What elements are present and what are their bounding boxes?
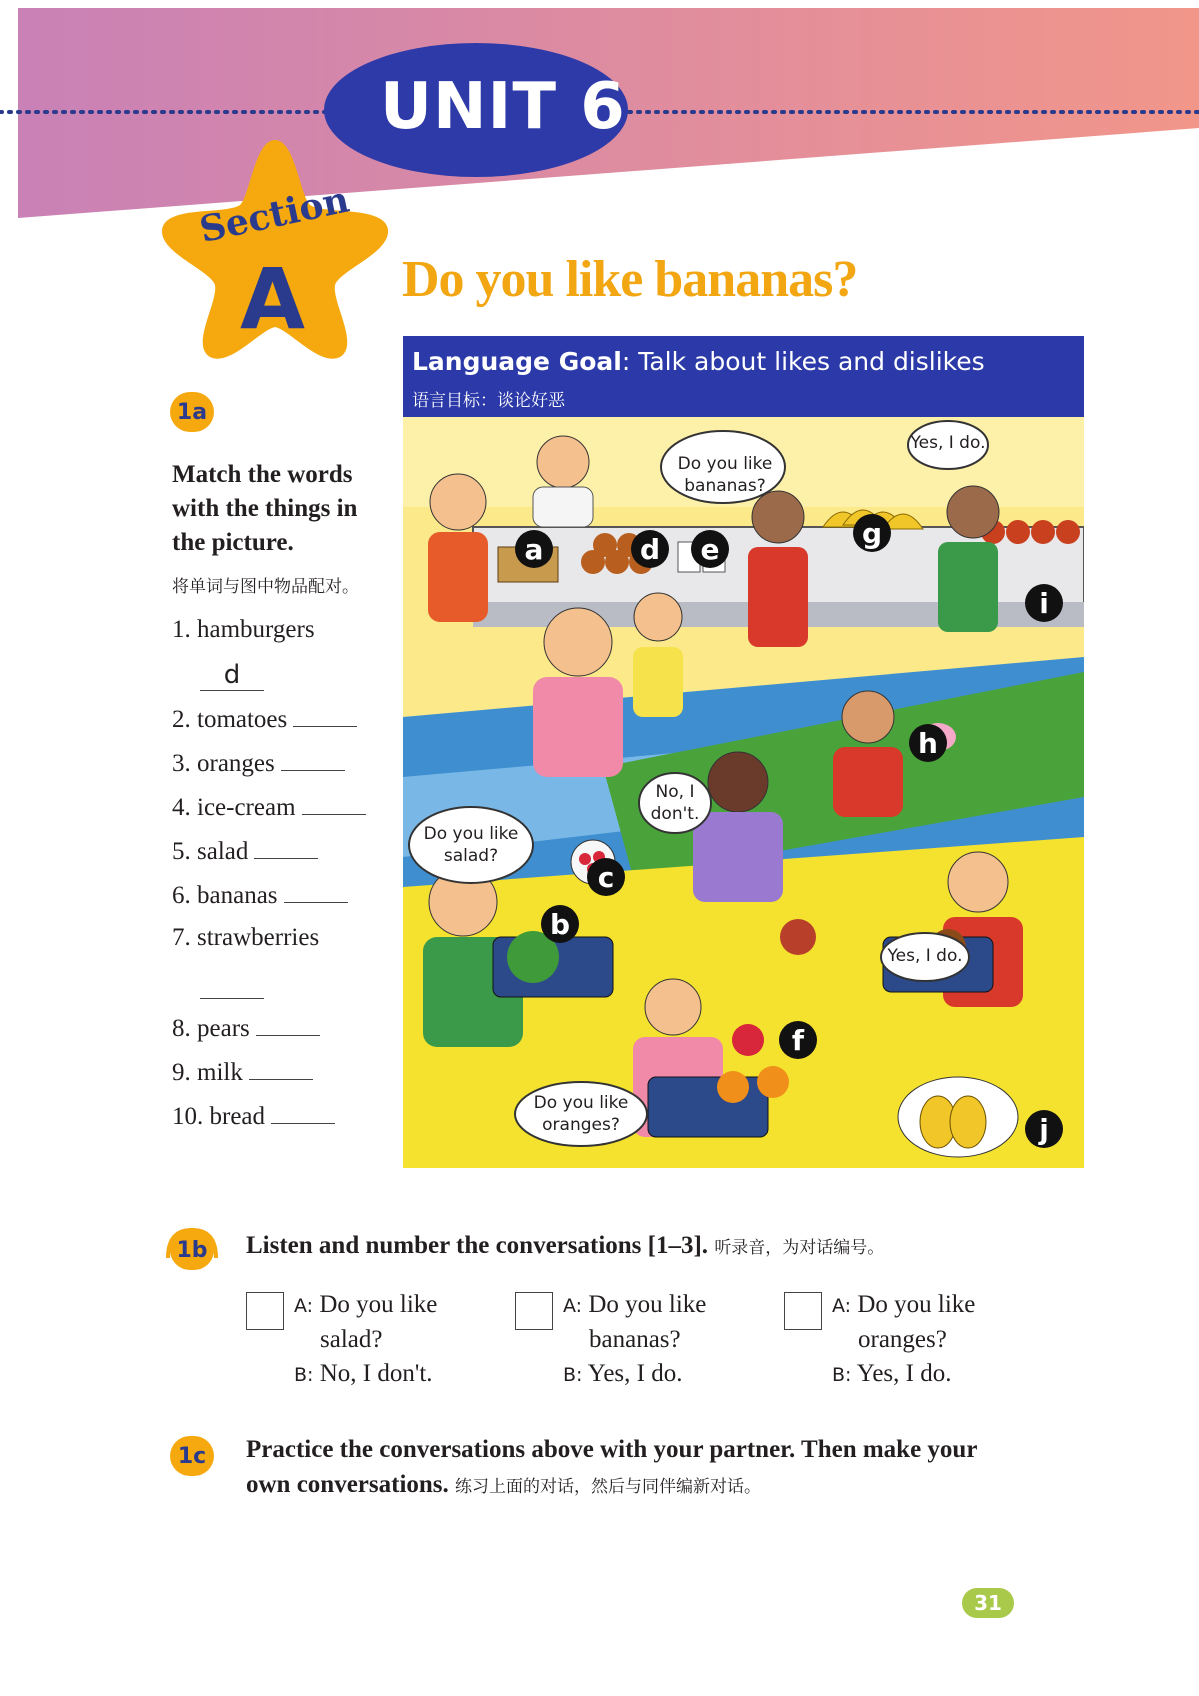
exercise-1b-instruction: Listen and number the conversations [1–3]. 听录音，为对话编号。 bbox=[246, 1232, 885, 1259]
exercise-1b-badge: 1b bbox=[170, 1230, 214, 1270]
conversation-3: A: Do you like oranges? B: Yes, I do. bbox=[832, 1291, 976, 1387]
speech-bubble-6: Do you like oranges? bbox=[533, 1093, 629, 1135]
speech-bubble-2: Yes, I do. bbox=[910, 433, 986, 453]
word-item-9: 9. milk bbox=[172, 1057, 313, 1087]
item-label-h: h bbox=[909, 724, 947, 762]
item-label-c: c bbox=[587, 858, 625, 896]
exercise-1a-instruction-zh: 将单词与图中物品配对。 bbox=[172, 577, 359, 597]
conversation-1: A: Do you like salad? B: No, I don't. bbox=[294, 1291, 438, 1387]
item-label-f: f bbox=[779, 1021, 817, 1059]
speech-bubble-5: Yes, I do. bbox=[887, 946, 963, 966]
item-label-j: j bbox=[1025, 1110, 1063, 1148]
word-item-5: 5. salad bbox=[172, 836, 318, 866]
exercise-1a-instruction: Match the words with the things in the picture. bbox=[172, 461, 358, 556]
word-item-1: 1. hamburgers bbox=[172, 616, 315, 643]
word-item-8: 8. pears bbox=[172, 1013, 320, 1043]
answer-blank-6[interactable] bbox=[284, 880, 348, 903]
headphones-icon bbox=[160, 1224, 224, 1276]
speech-bubbles bbox=[403, 417, 1084, 1168]
conversation-2-number-box[interactable] bbox=[515, 1292, 553, 1330]
answer-blank-7[interactable] bbox=[200, 968, 264, 999]
item-label-e: e bbox=[691, 530, 729, 568]
item-label-d: d bbox=[631, 530, 669, 568]
answer-blank-8[interactable] bbox=[256, 1013, 320, 1036]
lesson-title: Do you like bananas? bbox=[402, 251, 858, 308]
answer-blank-3[interactable] bbox=[281, 748, 345, 771]
unit-title: UNIT 6 bbox=[380, 70, 626, 144]
conversation-3-number-box[interactable] bbox=[784, 1292, 822, 1330]
item-label-b: b bbox=[541, 905, 579, 943]
exercise-1c-instruction-line1: Practice the conversations above with your partner. Then make your bbox=[246, 1436, 978, 1463]
speech-bubble-1: Do you like bananas? bbox=[677, 454, 773, 496]
speech-bubble-3: No, I don't. bbox=[650, 782, 700, 824]
conversation-1-number-box[interactable] bbox=[246, 1292, 284, 1330]
word-item-2: 2. tomatoes bbox=[172, 704, 357, 734]
word-item-3: 3. oranges bbox=[172, 748, 345, 778]
answer-blank-5[interactable] bbox=[254, 836, 318, 859]
language-goal-text: Language Goal: Talk about likes and dislikes bbox=[412, 347, 985, 376]
word-item-4: 4. ice-cream bbox=[172, 792, 366, 822]
answer-blank-1[interactable]: d bbox=[200, 660, 264, 691]
speech-bubble-4: Do you like salad? bbox=[423, 824, 519, 866]
answer-blank-9[interactable] bbox=[249, 1057, 313, 1080]
conversation-2: A: Do you like bananas? B: Yes, I do. bbox=[563, 1291, 707, 1387]
item-label-i: i bbox=[1025, 584, 1063, 622]
page-number: 31 bbox=[962, 1588, 1014, 1618]
word-item-6: 6. bananas bbox=[172, 880, 348, 910]
section-letter: A bbox=[240, 250, 306, 348]
answer-blank-10[interactable] bbox=[271, 1101, 335, 1124]
exercise-1a-badge: 1a bbox=[170, 392, 214, 432]
section-label: Section bbox=[196, 178, 353, 252]
word-item-10: 10. bread bbox=[172, 1101, 335, 1131]
item-label-a: a bbox=[515, 530, 553, 568]
item-label-g: g bbox=[853, 514, 891, 552]
word-item-7: 7. strawberries bbox=[172, 924, 320, 951]
exercise-1c-instruction-line2: own conversations. 练习上面的对话，然后与同伴编新对话。 bbox=[246, 1471, 762, 1498]
exercise-1c-badge: 1c bbox=[170, 1436, 214, 1476]
answer-blank-2[interactable] bbox=[293, 704, 357, 727]
answer-blank-4[interactable] bbox=[302, 792, 366, 815]
language-goal-text-zh: 语言目标：谈论好恶 bbox=[412, 391, 565, 411]
